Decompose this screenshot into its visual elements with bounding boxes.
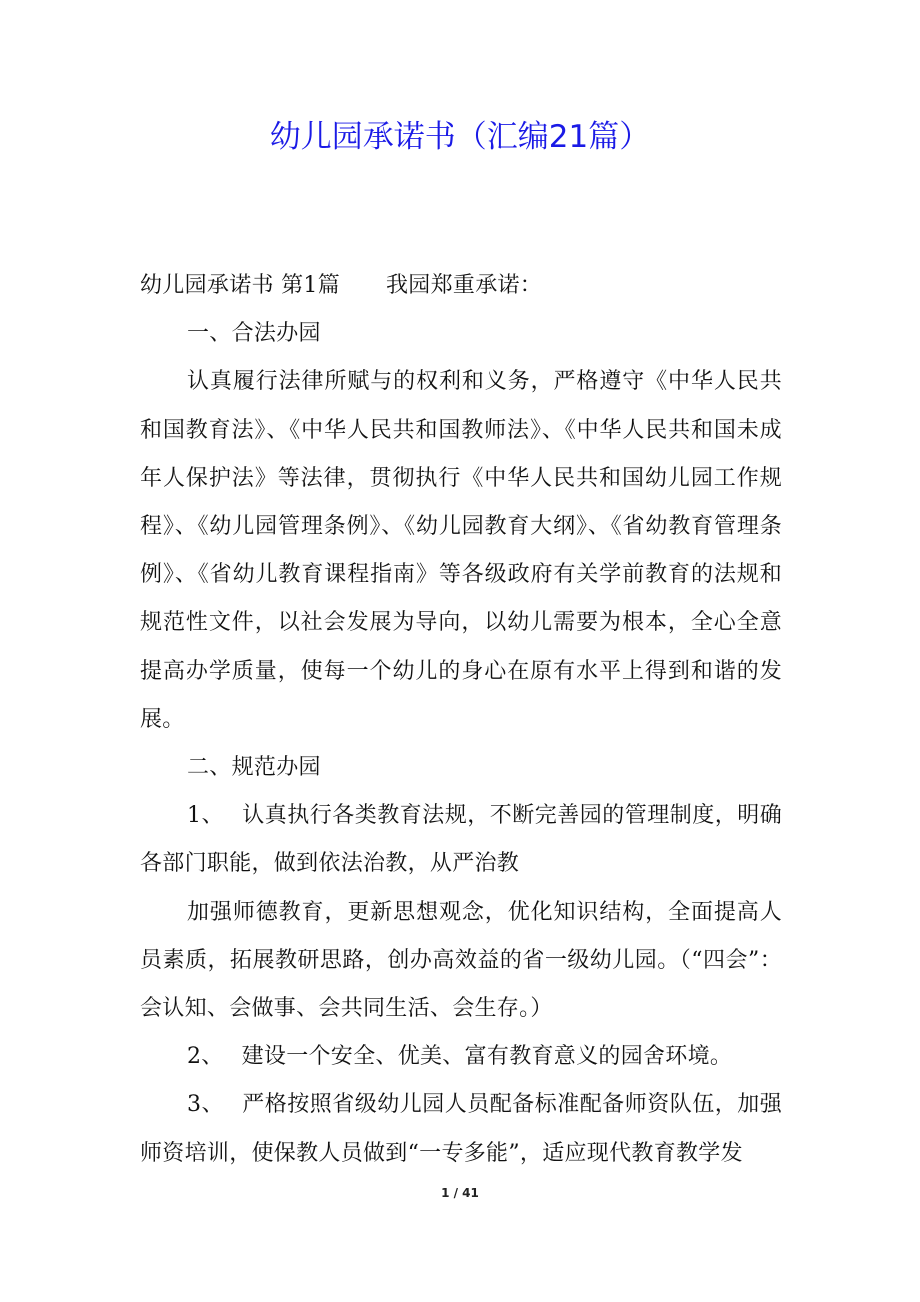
document-body bbox=[140, 262, 782, 1178]
list-item-3-text: 严格按照省级幼儿园人员配备标准配备师资队伍，加强师资培训，使保教人员做到“一专多能”，适应现代教育教学发 bbox=[140, 1092, 782, 1166]
intro-lead: 我园郑重承诺： bbox=[386, 273, 543, 298]
list-item-1-number: 1、 bbox=[187, 803, 224, 829]
section-1-heading: 一、合法办园 bbox=[187, 321, 321, 347]
intro-line bbox=[140, 262, 782, 310]
list-item-2 bbox=[140, 1033, 782, 1081]
list-item-1-text: 认真执行各类教育法规，不断完善园的管理制度，明确各部门职能，做到依法治教，从严治教 bbox=[140, 803, 782, 877]
list-item-2-number: 2、 bbox=[187, 1044, 224, 1070]
section-2-paragraph: 加强师德教育，更新思想观念，优化知识结构，全面提高人员素质，拓展教研思路，创办高效益的省一级幼儿园。（“四会”：会认知、会做事、会共同生活、会生存。） bbox=[140, 899, 782, 1022]
list-item-3-number: 3、 bbox=[187, 1092, 224, 1118]
list-item-1 bbox=[140, 792, 782, 888]
page-number: 1 / 41 bbox=[441, 1186, 479, 1200]
list-item-2-text: 建设一个安全、优美、富有教育意义的园舍环境。 bbox=[241, 1044, 733, 1070]
intro-heading: 幼儿园承诺书 第1篇 bbox=[140, 273, 340, 298]
list-item-3 bbox=[140, 1081, 782, 1177]
document-title: 幼儿园承诺书（汇编21篇） bbox=[269, 119, 651, 155]
section-1-paragraph: 认真履行法律所赋与的权利和义务，严格遵守《中华人民共和国教育法》、《中华人民共和国教师法》、《中华人民共和国未成年人保护法》等法律，贯彻执行《中华人民共和国幼儿园工作规程》、《幼儿园管理条例》、《幼儿园教育大纲》、《省幼教育管理条例》、《省幼儿教育课程指南》等各级政府有关学前教育的法规和规范性文件，以社会发展为导向，以幼儿需要为根本，全心全意提高办学质量，使每一个幼儿的身心在原有水平上得到和谐的发展。 bbox=[140, 369, 782, 732]
section-2-heading: 二、规范办园 bbox=[187, 755, 321, 781]
